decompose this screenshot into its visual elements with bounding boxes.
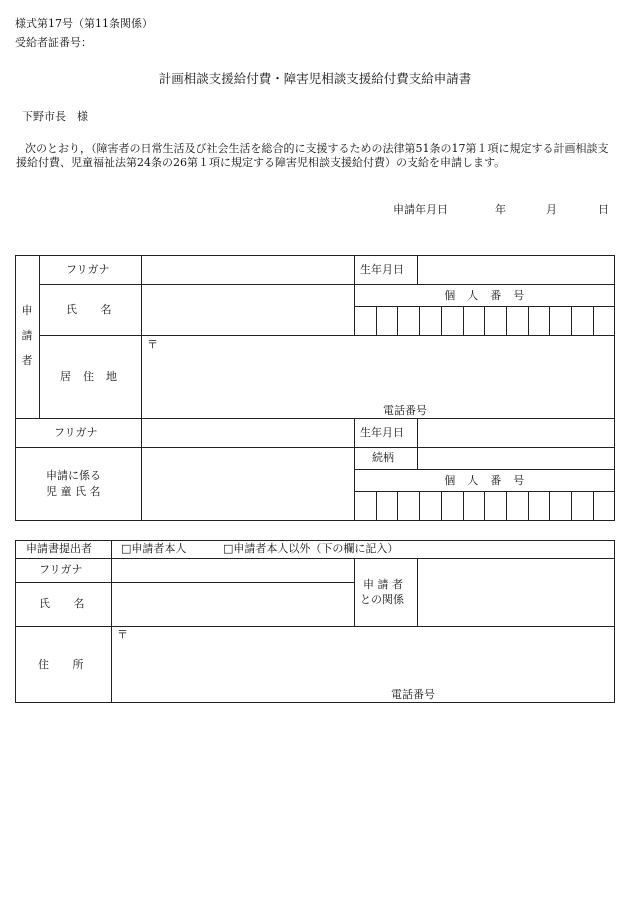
submitter-address-label: 住 所: [38, 658, 84, 671]
child-name-label-1: 申請に係る: [46, 469, 101, 482]
submitter-label: 申請書提出者: [26, 542, 92, 555]
child-furigana-label: フリガナ: [54, 426, 98, 439]
recipient-cert-label: 受給者証番号：: [15, 36, 92, 49]
child-personal-number-label: 個 人 番 号: [444, 474, 525, 487]
applicant-furigana-label: フリガナ: [66, 263, 110, 276]
body-text: 次のとおり，（障害者の日常生活及び社会生活を総合的に支援するための法律第51条の17第１項に規定する計画相談支援給付費、児童福祉法第24条の26第１項に規定する障害児相談支援給付費）の支給を申請します。: [16, 142, 609, 169]
submitter-option-self[interactable]: □申請者本人: [121, 542, 187, 555]
child-birthdate-label: 生年月日: [360, 426, 404, 439]
applicant-personal-number-label: 個 人 番 号: [444, 289, 525, 302]
submitter-relation-label-1: 申 請 者: [363, 578, 403, 591]
applicant-side-label-1: 申: [21, 304, 33, 317]
applicant-name-label: 氏 名: [66, 303, 112, 316]
date-year: 年: [495, 203, 506, 216]
date-month: 月: [546, 203, 557, 216]
submitter-relation-label-2: との関係: [360, 593, 404, 606]
applicant-side-label-3: 者: [21, 354, 33, 367]
addressee: 下野市長 様: [22, 110, 88, 123]
applicant-birthdate-label: 生年月日: [360, 263, 404, 276]
submitter-phone-label: 電話番号: [391, 688, 435, 701]
applicant-address-label: 居 住 地: [60, 370, 118, 383]
date-label: 申請年月日: [393, 203, 448, 216]
date-day: 日: [598, 203, 609, 216]
child-relationship-label: 続柄: [372, 451, 394, 464]
submitter-postal-mark: 〒: [117, 628, 128, 641]
form-title: 計画相談支援給付費・障害児相談支援給付費支給申請書: [158, 71, 472, 86]
submitter-option-other[interactable]: □申請者本人以外（下の欄に記入）: [223, 542, 399, 555]
submitter-name-label: 氏 名: [39, 597, 85, 610]
applicant-phone-label: 電話番号: [383, 404, 427, 417]
child-name-label-2: 児 童 氏 名: [46, 485, 101, 498]
form-number: 様式第17号（第11条関係）: [15, 17, 153, 30]
submitter-furigana-label: フリガナ: [39, 563, 83, 576]
applicant-postal-mark: 〒: [147, 338, 158, 351]
applicant-side-label-2: 請: [21, 329, 33, 342]
